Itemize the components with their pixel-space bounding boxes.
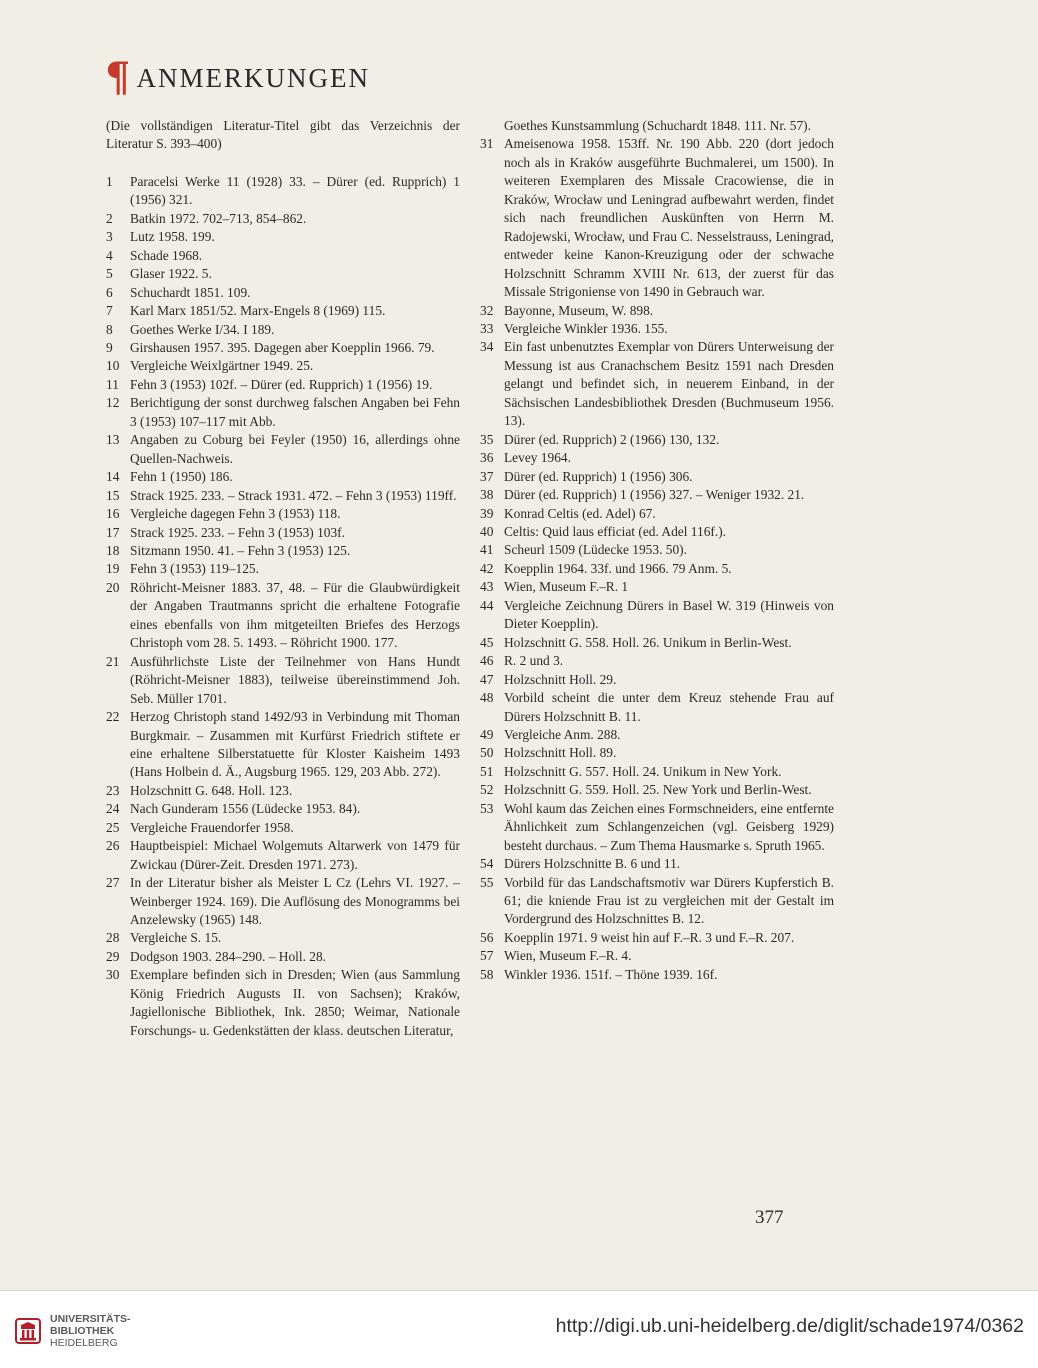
pilcrow-mark: ¶ (105, 54, 131, 101)
section-heading (105, 54, 370, 101)
footnote-text: Vergleiche Zeichnung Dürers in Basel W. 319 (Hinweis von Dieter Koepplin). (504, 597, 834, 632)
footnote-number: 1 (106, 173, 113, 189)
footnote-number: 25 (106, 819, 120, 835)
footnote (106, 394, 460, 431)
footnote-text: Holzschnitt G. 557. Holl. 24. Unikum in New York. (504, 763, 782, 779)
footnote-text: Bayonne, Museum, W. 898. (504, 302, 654, 318)
footnote-text: Vergleiche Winkler 1936. 155. (504, 320, 668, 336)
page-url[interactable]: http://digi.ub.uni-heidelberg.de/diglit/schade1974/0362 (555, 1315, 1024, 1337)
footnote (106, 837, 460, 874)
footnote-text: Berichtigung der sonst durchweg falschen Angaben bei Fehn 3 (1953) 107–117 mit Abb. (130, 395, 460, 429)
footnote-number: 4 (106, 247, 113, 263)
footnote-number: 8 (106, 321, 113, 337)
footnote (106, 874, 460, 929)
footnote-text: Paracelsi Werke 11 (1928) 33. – Dürer (ed. Rupprich) 1 (1956) 321. (130, 173, 460, 208)
footnote-text: Vergleiche dagegen Fehn 3 (1953) 118. (130, 506, 341, 522)
footnote-number: 46 (480, 653, 494, 669)
footnote-number: 39 (480, 505, 494, 521)
footnote (106, 524, 460, 542)
footnote-text: Goethes Werke I/34. I 189. (130, 321, 275, 337)
footnote-text: Celtis: Quid laus efficiat (ed. Adel 116f.). (504, 523, 727, 539)
footnote-text: Dürer (ed. Rupprich) 2 (1966) 130, 132. (504, 431, 720, 447)
footnote (480, 966, 834, 984)
footnote-text: Ausführlichste Liste der Teilnehmer von Hans Hundt (Röhricht-Meisner 1883), teilweise übereinstimmend Joh. Seb. Müller 1701. (130, 653, 460, 706)
footnote-number: 15 (106, 487, 120, 503)
footnote-text: Ein fast unbenutztes Exemplar von Dürers Unterweisung der Messung ist aus Cranachschem Besitz 1591 nach Dresden gelangt und befindet sich, in neuerem Einband, in der Sächsischen Landesbibliothek Dresden (Buchmuseum 1956. 13). (504, 339, 834, 429)
footnote-number: 2 (106, 210, 113, 226)
footnote (480, 431, 834, 449)
footnote-text: Ameisenowa 1958. 153ff. Nr. 190 Abb. 220 (dort jedoch noch als in Kraków ausgeführte Buchmalerei, um 1500). In weiteren Exemplaren des Missale Cracowiense, die in Kraków, Wrocław und Leningrad aufbewahrt werden, findet sich nach freundlichen Auskünften von Herrn M. Radojewski, Wrocław, und Frau C. Nesselstrauss, Leningrad, entweder keine Kanon-Kreuzigung oder der schwache Holzschnitt Schramm XVIII Nr. 613, der zuerst für das Missale Strigoniense von 1490 in Gebrauch war. (504, 136, 834, 300)
footnote-text: Schuchardt 1851. 109. (130, 284, 251, 300)
footnote (480, 671, 834, 689)
footnote (106, 431, 460, 468)
footnote (480, 855, 834, 873)
footnote-text: Holzschnitt G. 559. Holl. 25. New York und Berlin-West. (504, 782, 812, 798)
footnote-number: 3 (106, 229, 113, 245)
footnote-number: 48 (480, 690, 494, 706)
footnote-text: Konrad Celtis (ed. Adel) 67. (504, 505, 656, 521)
footnote (480, 947, 834, 965)
footnote-number: 28 (106, 930, 120, 946)
footnote-number: 32 (480, 302, 494, 318)
footnote-text: Hauptbeispiel: Michael Wolgemuts Altarwerk von 1479 für Zwickau (Dürer-Zeit. Dresden 1971. 273). (130, 838, 460, 872)
footnote (480, 560, 834, 578)
footnote-text: Wien, Museum F.–R. 1 (504, 579, 629, 595)
footnote-text: R. 2 und 3. (504, 653, 564, 669)
footnote-text: Röhricht-Meisner 1883. 37, 48. – Für die Glaubwürdigkeit der Angaben Trautmanns spricht die erhaltene Fotografie eines ebenfalls von ihm mitgeteilten Briefes des Herzogs Christoph vom 28. 5. 1493. – Röhricht 1900. 177. (130, 579, 460, 651)
footnote-text: Koepplin 1964. 33f. und 1966. 79 Anm. 5. (504, 560, 732, 576)
footnote-text: Dürer (ed. Rupprich) 1 (1956) 306. (504, 468, 693, 484)
footnote-text: Holzschnitt Holl. 89. (504, 745, 617, 761)
footnote (106, 560, 460, 578)
footnote (480, 874, 834, 929)
left-column (106, 117, 460, 1040)
footnote (106, 487, 460, 505)
footnote-number: 33 (480, 320, 494, 336)
footnote-number: 49 (480, 726, 494, 742)
footnote (106, 210, 460, 228)
footnote-number: 37 (480, 468, 494, 484)
footnote-number: 20 (106, 579, 120, 595)
footnote (106, 505, 460, 523)
footnote-text: Winkler 1936. 151f. – Thöne 1939. 16f. (504, 966, 718, 982)
footnote (480, 726, 834, 744)
footnote-text: Fehn 3 (1953) 102f. – Dürer (ed. Rupprich) 1 (1956) 19. (130, 376, 433, 392)
footnote-number: 29 (106, 948, 120, 964)
footnote (480, 505, 834, 523)
footnote (480, 486, 834, 504)
footnote (106, 302, 460, 320)
footnote-number: 21 (106, 653, 120, 669)
footnote-number: 36 (480, 450, 494, 466)
right-column (480, 117, 834, 984)
footnote-text: Vergleiche Anm. 288. (504, 726, 621, 742)
footnote-number: 51 (480, 763, 494, 779)
footnote-text: Sitzmann 1950. 41. – Fehn 3 (1953) 125. (130, 542, 351, 558)
footnote-text: Dodgson 1903. 284–290. – Holl. 28. (130, 948, 327, 964)
footnote (480, 763, 834, 781)
footnote-number: 41 (480, 542, 494, 558)
footnote (480, 541, 834, 559)
heading-title: ANMERKUNGEN (136, 62, 370, 93)
footnote (106, 542, 460, 560)
footnote-text: Vorbild für das Landschaftsmotiv war Dürers Kupferstich B. 61; die kniende Frau ist zu vergleichen mit der Gestalt im Vordergrund des Holzschnittes B. 12. (504, 874, 834, 927)
footnote-number: 38 (480, 487, 494, 503)
footnote-text: Karl Marx 1851/52. Marx-Engels 8 (1969) 115. (130, 303, 386, 319)
footnote-number: 22 (106, 709, 120, 725)
footnote-number: 13 (106, 432, 120, 448)
footnote-text: Holzschnitt Holl. 29. (504, 671, 617, 687)
footnote (106, 265, 460, 283)
footnote-number: 26 (106, 838, 120, 854)
footnote-number: 45 (480, 634, 494, 650)
footnote-text: Herzog Christoph stand 1492/93 in Verbindung mit Thoman Burgkmair. – Zusammen mit Kurfürst Friedrich stiftete er eine erhaltene Silberstatuette für Kloster Kaisheim 1493 (Hans Holbein d. Ä., Augsburg 1965. 129, 203 Abb. 272). (130, 709, 460, 780)
footnote-text: Schade 1968. (130, 247, 203, 263)
footnote-number: 40 (480, 523, 494, 539)
footnote-number: 27 (106, 875, 120, 891)
footnote-number: 57 (480, 948, 494, 964)
footnote-text: Strack 1925. 233. – Strack 1931. 472. – Fehn 3 (1953) 119ff. (130, 487, 457, 503)
footnote (106, 173, 460, 210)
footnote (106, 782, 460, 800)
footnote-number: 19 (106, 561, 120, 577)
footnote (480, 800, 834, 855)
footnote (480, 338, 834, 430)
footnote (106, 819, 460, 837)
footnote (106, 357, 460, 375)
footnote (106, 708, 460, 782)
footnote (480, 781, 834, 799)
footnote (106, 468, 460, 486)
library-logo[interactable] (14, 1313, 131, 1349)
intro-note: (Die vollständigen Literatur-Titel gibt das Verzeichnis der Literatur S. 393–400) (106, 118, 460, 152)
footnote-text: Holzschnitt G. 558. Holl. 26. Unikum in Berlin-West. (504, 634, 792, 650)
footnote-text: Vorbild scheint die unter dem Kreuz stehende Frau auf Dürers Holzschnitt B. 11. (504, 690, 834, 724)
footnote-number: 7 (106, 303, 113, 319)
footnote (106, 966, 460, 1040)
footnote-text: Scheurl 1509 (Lüdecke 1953. 50). (504, 542, 687, 558)
footnote-text: Lutz 1958. 199. (130, 229, 215, 245)
page-number: 377 (755, 1207, 784, 1228)
footnote-text: Vergleiche Frauendorfer 1958. (130, 819, 294, 835)
footnote-number: 9 (106, 339, 113, 355)
footnote-text: Holzschnitt G. 648. Holl. 123. (130, 782, 293, 798)
footnote-number: 5 (106, 266, 113, 282)
footnote (480, 597, 834, 634)
footnote (106, 321, 460, 339)
footnote (106, 948, 460, 966)
footnote-number: 14 (106, 469, 120, 485)
footnote-number: 10 (106, 358, 120, 374)
footnote-number: 44 (480, 597, 494, 613)
footnote-text: Strack 1925. 233. – Fehn 3 (1953) 103f. (130, 524, 345, 540)
footnote-text: Nach Gunderam 1556 (Lüdecke 1953. 84). (130, 801, 361, 817)
footnote-number: 24 (106, 801, 120, 817)
footnote (480, 135, 834, 301)
footnote (106, 653, 460, 708)
footnote (106, 339, 460, 357)
footnote-text: Angaben zu Coburg bei Feyler (1950) 16, allerdings ohne Quellen-Nachweis. (130, 432, 460, 466)
footnote-number: 17 (106, 524, 120, 540)
footnote-number: 35 (480, 431, 494, 447)
footnote (106, 579, 460, 653)
footnote (106, 284, 460, 302)
footnote-text: Fehn 1 (1950) 186. (130, 469, 233, 485)
footnote-number: 11 (106, 376, 119, 392)
footnote (480, 523, 834, 541)
footnote (480, 302, 834, 320)
footnote-number: 55 (480, 874, 494, 890)
footnote (106, 376, 460, 394)
footnote-text: Levey 1964. (504, 450, 571, 466)
footnote (480, 744, 834, 762)
footnote (480, 652, 834, 670)
footnote (106, 929, 460, 947)
footnote-number: 12 (106, 395, 120, 411)
viewer-footer (0, 1290, 1038, 1368)
footnote-text: Dürer (ed. Rupprich) 1 (1956) 327. – Weniger 1932. 21. (504, 487, 805, 503)
footnote-number: 18 (106, 542, 120, 558)
footnote-text: Wien, Museum F.–R. 4. (504, 948, 632, 964)
footnote (480, 578, 834, 596)
footnote-number: 42 (480, 560, 494, 576)
footnote-text: Exemplare befinden sich in Dresden; Wien (aus Sammlung König Friedrich Augusts II. von Sachsen); Kraków, Jagiellonische Bibliothek, Ink. 2850; Weimar, Nationale Forschungs- u. Gedenkstätten der klass. deutschen Literatur, (130, 967, 460, 1038)
footnote (480, 449, 834, 467)
footnote (106, 247, 460, 265)
footnote-number: 56 (480, 929, 494, 945)
footnote-number: 53 (480, 800, 494, 816)
library-seal-icon (14, 1317, 42, 1345)
footnote (106, 228, 460, 246)
footnote-number: 54 (480, 856, 494, 872)
library-name: UNIVERSITÄTS- BIBLIOTHEK HEIDELBERG (50, 1313, 131, 1349)
footnote-number: 34 (480, 339, 494, 355)
footnote-number: 52 (480, 782, 494, 798)
footnote-text: Dürers Holzschnitte B. 6 und 11. (504, 856, 681, 872)
footnote-number: 31 (480, 136, 494, 152)
footnote-text: Koepplin 1971. 9 weist hin auf F.–R. 3 und F.–R. 207. (504, 929, 795, 945)
footnote (106, 800, 460, 818)
footnote-number: 30 (106, 967, 120, 983)
footnote-text: Vergleiche Weixlgärtner 1949. 25. (130, 358, 314, 374)
continued-note: Goethes Kunstsammlung (Schuchardt 1848. 111. Nr. 57). (504, 118, 811, 133)
footnote (480, 689, 834, 726)
footnote (480, 320, 834, 338)
footnote-text: Batkin 1972. 702–713, 854–862. (130, 210, 307, 226)
footnote (480, 634, 834, 652)
footnote-number: 16 (106, 506, 120, 522)
footnote-number: 23 (106, 782, 120, 798)
footnote-number: 43 (480, 579, 494, 595)
footnote-number: 58 (480, 966, 494, 982)
footnote-text: Wohl kaum das Zeichen eines Formschneiders, eine entfernte Ähnlichkeit zum Schlangenzeichen (vgl. Geisberg 1929) besteht durchaus. – Zum Thema Hausmarke s. Spruth 1965. (504, 800, 834, 853)
footnote-text: Fehn 3 (1953) 119–125. (130, 561, 259, 577)
footnote-number: 6 (106, 284, 113, 300)
footnote-text: Glaser 1922. 5. (130, 266, 212, 282)
footnote-text: In der Literatur bisher als Meister L Cz (Lehrs VI. 1927. – Weinberger 1924. 169). Die Auflösung des Monogramms bei Anzelewsky (1965) 148. (130, 875, 460, 928)
footnote (480, 468, 834, 486)
footnote (480, 929, 834, 947)
footnote-text: Vergleiche S. 15. (130, 930, 222, 946)
footnote-number: 50 (480, 745, 494, 761)
footnote-number: 47 (480, 671, 494, 687)
footnote-text: Girshausen 1957. 395. Dagegen aber Koepplin 1966. 79. (130, 339, 435, 355)
